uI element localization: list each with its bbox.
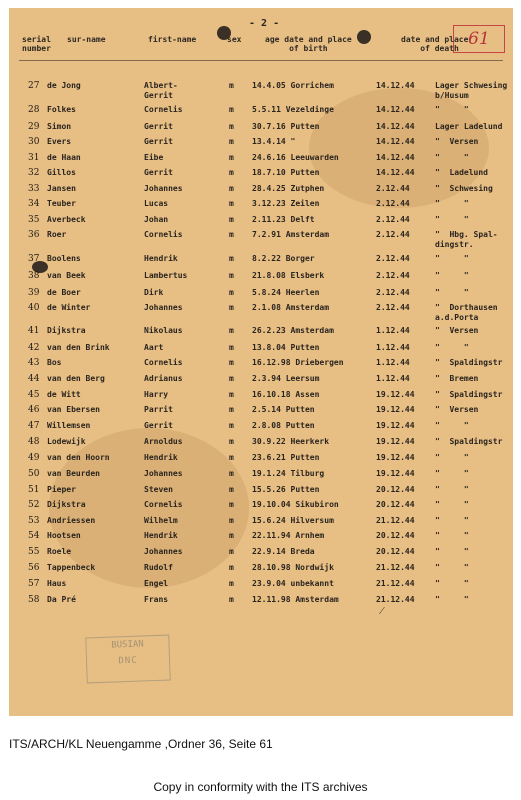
table-row: [9, 595, 513, 608]
first-name: Hendrik: [144, 531, 178, 540]
death-date: 2.12.44: [376, 230, 410, 239]
sex: m: [229, 563, 234, 572]
surname: Boolens: [47, 254, 81, 263]
surname: Evers: [47, 137, 72, 146]
surname: Pieper: [47, 485, 76, 494]
surname: Folkes: [47, 105, 76, 114]
header-sex: sex: [227, 35, 242, 44]
serial-number: 30: [28, 137, 40, 147]
sex: m: [229, 358, 234, 367]
table-row: [9, 199, 513, 212]
serial-number: 41: [28, 326, 40, 336]
serial-number: 54: [28, 531, 40, 541]
birth-date-place: 2.5.14 Putten: [252, 405, 315, 414]
serial-number: 37: [28, 254, 40, 264]
sex: m: [229, 303, 234, 312]
sex: m: [229, 215, 234, 224]
surname: van den Berg: [47, 374, 105, 383]
death-date: 21.12.44: [376, 516, 415, 525]
serial-number: 40: [28, 303, 40, 313]
birth-date-place: 23.9.04 unbekannt: [252, 579, 334, 588]
birth-date-place: 18.7.10 Putten: [252, 168, 320, 177]
surname: Roele: [47, 547, 72, 556]
death-date: 1.12.44: [376, 374, 410, 383]
serial-number: 55: [28, 547, 40, 557]
birth-date-place: 13.4.14 ": [252, 137, 296, 146]
table-row: [9, 168, 513, 181]
birth-date-place: 24.6.16 Leeuwarden: [252, 153, 339, 162]
death-date: 19.12.44: [376, 405, 415, 414]
table-row: [9, 254, 513, 267]
table-row: [9, 230, 513, 249]
sex: m: [229, 579, 234, 588]
sex: m: [229, 168, 234, 177]
death-place: " ": [435, 271, 469, 280]
first-name: Wilhelm: [144, 516, 178, 525]
stamp-line: DNC: [118, 655, 138, 667]
surname: Roer: [47, 230, 67, 239]
death-place: " ": [435, 485, 469, 494]
table-row: [9, 215, 513, 228]
death-date: 20.12.44: [376, 531, 415, 540]
table-row: [9, 547, 513, 560]
death-place: " Versen: [435, 137, 479, 146]
stamp-line: BUSIAN: [111, 639, 144, 651]
serial-number: 39: [28, 288, 40, 298]
death-date: 2.12.44: [376, 288, 410, 297]
serial-number: 52: [28, 500, 40, 510]
death-date: 20.12.44: [376, 500, 415, 509]
first-name: Parrit: [144, 405, 173, 414]
first-name: Hendrik: [144, 254, 178, 263]
pencil-mark: ⁄: [381, 604, 383, 617]
serial-number: 58: [28, 595, 40, 605]
death-date: 1.12.44: [376, 343, 410, 352]
serial-number: 38: [28, 271, 40, 281]
sex: m: [229, 437, 234, 446]
surname: Da Pré: [47, 595, 76, 604]
first-name: Adrianus: [144, 374, 183, 383]
death-place: " ": [435, 453, 469, 462]
first-name: Engel: [144, 579, 169, 588]
sex: m: [229, 374, 234, 383]
death-date: 21.12.44: [376, 595, 415, 604]
first-name: Gerrit: [144, 168, 173, 177]
sex: m: [229, 516, 234, 525]
first-name: Rudolf: [144, 563, 173, 572]
first-name: Albert- Gerrit: [144, 81, 178, 100]
birth-date-place: 15.6.24 Hilversum: [252, 516, 334, 525]
sex: m: [229, 271, 234, 280]
header-serial: serial number: [22, 35, 51, 53]
birth-date-place: 14.4.05 Gorrichem: [252, 81, 334, 90]
surname: Gillos: [47, 168, 76, 177]
sex: m: [229, 254, 234, 263]
table-row: [9, 405, 513, 418]
death-place: " Versen: [435, 405, 479, 414]
death-place: " Schwesing: [435, 184, 493, 193]
table-row: [9, 303, 513, 322]
header-death: date and place of death: [401, 35, 469, 53]
surname: van Ebersen: [47, 405, 100, 414]
serial-number: 34: [28, 199, 40, 209]
conformity-note: Copy in conformity with the ITS archives: [153, 780, 368, 794]
surname: Simon: [47, 122, 72, 131]
death-place: " ": [435, 254, 469, 263]
sex: m: [229, 288, 234, 297]
first-name: Arnoldus: [144, 437, 183, 446]
death-date: 14.12.44: [376, 81, 415, 90]
birth-date-place: 21.8.08 Elsberk: [252, 271, 325, 280]
surname: Tappenbeck: [47, 563, 96, 572]
death-place: " ": [435, 421, 469, 430]
table-row: [9, 153, 513, 166]
death-date: 1.12.44: [376, 358, 410, 367]
table-row: [9, 579, 513, 592]
death-date: 2.12.44: [376, 215, 410, 224]
first-name: Gerrit: [144, 137, 173, 146]
surname: van Beurden: [47, 469, 100, 478]
birth-date-place: 5.8.24 Heerlen: [252, 288, 320, 297]
sex: m: [229, 485, 234, 494]
death-date: 2.12.44: [376, 303, 410, 312]
birth-date-place: 22.9.14 Breda: [252, 547, 315, 556]
death-place: Lager Ladelund: [435, 122, 503, 131]
first-name: Lucas: [144, 199, 169, 208]
birth-date-place: 28.10.98 Nordwijk: [252, 563, 334, 572]
birth-date-place: 12.11.98 Amsterdam: [252, 595, 339, 604]
table-row: [9, 184, 513, 197]
table-row: [9, 531, 513, 544]
death-place: Lager Schwesing b/Husum: [435, 81, 508, 100]
sex: m: [229, 500, 234, 509]
death-date: 21.12.44: [376, 563, 415, 572]
table-row: [9, 288, 513, 301]
sex: m: [229, 230, 234, 239]
surname: Willemsen: [47, 421, 91, 430]
surname: Lodewijk: [47, 437, 86, 446]
death-place: " ": [435, 516, 469, 525]
table-row: [9, 137, 513, 150]
table-row: [9, 390, 513, 403]
death-date: 2.12.44: [376, 199, 410, 208]
death-date: 14.12.44: [376, 105, 415, 114]
death-date: 2.12.44: [376, 184, 410, 193]
table-row: [9, 81, 513, 100]
birth-date-place: 2.11.23 Delft: [252, 215, 315, 224]
surname: Dijkstra: [47, 326, 86, 335]
sex: m: [229, 153, 234, 162]
death-date: 20.12.44: [376, 547, 415, 556]
serial-number: 57: [28, 579, 40, 589]
first-name: Harry: [144, 390, 169, 399]
table-row: [9, 271, 513, 284]
first-name: Cornelis: [144, 230, 183, 239]
first-name: Hendrik: [144, 453, 178, 462]
first-name: Nikolaus: [144, 326, 183, 335]
table-row: [9, 122, 513, 135]
sex: m: [229, 326, 234, 335]
table-row: [9, 358, 513, 371]
death-place: " ": [435, 500, 469, 509]
birth-date-place: 19.10.04 Sikubiron: [252, 500, 339, 509]
first-name: Steven: [144, 485, 173, 494]
table-row: [9, 469, 513, 482]
surname: van Beek: [47, 271, 86, 280]
death-place: " ": [435, 288, 469, 297]
serial-number: 31: [28, 153, 40, 163]
surname: de Witt: [47, 390, 81, 399]
birth-date-place: 19.1.24 Tilburg: [252, 469, 325, 478]
sex: m: [229, 547, 234, 556]
serial-number: 33: [28, 184, 40, 194]
table-row: [9, 105, 513, 118]
sex: m: [229, 137, 234, 146]
death-place: " ": [435, 563, 469, 572]
serial-number: 35: [28, 215, 40, 225]
first-name: Gerrit: [144, 421, 173, 430]
birth-date-place: 16.10.18 Assen: [252, 390, 320, 399]
surname: Hootsen: [47, 531, 81, 540]
death-place: " Spaldingstr: [435, 437, 503, 446]
sex: m: [229, 105, 234, 114]
punch-hole: [357, 30, 371, 44]
table-row: [9, 437, 513, 450]
sex: m: [229, 421, 234, 430]
serial-number: 28: [28, 105, 40, 115]
birth-date-place: 2.3.94 Leersum: [252, 374, 320, 383]
header-divider: [19, 60, 503, 61]
page-number: - 2 -: [249, 18, 280, 29]
table-row: [9, 343, 513, 356]
serial-number: 32: [28, 168, 40, 178]
death-place: " Hbg. Spal- dingstr.: [435, 230, 498, 249]
serial-number: 46: [28, 405, 40, 415]
sex: m: [229, 531, 234, 540]
archive-stamp: [85, 635, 171, 684]
birth-date-place: 13.8.04 Putten: [252, 343, 320, 352]
table-row: [9, 453, 513, 466]
first-name: Eibe: [144, 153, 164, 162]
serial-number: 45: [28, 390, 40, 400]
handwritten-page-number: 61: [453, 25, 505, 53]
sex: m: [229, 453, 234, 462]
death-date: 2.12.44: [376, 271, 410, 280]
death-place: " Bremen: [435, 374, 479, 383]
surname: Averbeck: [47, 215, 86, 224]
surname: Haus: [47, 579, 67, 588]
serial-number: 47: [28, 421, 40, 431]
death-place: " ": [435, 105, 469, 114]
first-name: Johannes: [144, 184, 183, 193]
first-name: Johannes: [144, 303, 183, 312]
death-date: 14.12.44: [376, 122, 415, 131]
birth-date-place: 22.11.94 Arnhem: [252, 531, 325, 540]
death-date: 19.12.44: [376, 437, 415, 446]
death-place: " Versen: [435, 326, 479, 335]
birth-date-place: 30.7.16 Putten: [252, 122, 320, 131]
serial-number: 36: [28, 230, 40, 240]
birth-date-place: 7.2.91 Amsterdam: [252, 230, 330, 239]
serial-number: 49: [28, 453, 40, 463]
surname: Dijkstra: [47, 500, 86, 509]
sex: m: [229, 595, 234, 604]
death-place: " ": [435, 547, 469, 556]
sex: m: [229, 343, 234, 352]
birth-date-place: 28.4.25 Zutphen: [252, 184, 325, 193]
first-name: Cornelis: [144, 500, 183, 509]
table-row: [9, 326, 513, 339]
table-row: [9, 485, 513, 498]
death-place: " ": [435, 469, 469, 478]
first-name: Johan: [144, 215, 169, 224]
death-date: 14.12.44: [376, 153, 415, 162]
surname: Teuber: [47, 199, 76, 208]
serial-number: 42: [28, 343, 40, 353]
header-birth: age date and place of birth: [265, 35, 352, 53]
surname: de Winter: [47, 303, 91, 312]
death-date: 14.12.44: [376, 168, 415, 177]
serial-number: 43: [28, 358, 40, 368]
death-date: 19.12.44: [376, 390, 415, 399]
death-place: " Spaldingstr: [435, 390, 503, 399]
death-place: " Spaldingstr: [435, 358, 503, 367]
serial-number: 44: [28, 374, 40, 384]
first-name: Frans: [144, 595, 169, 604]
table-row: [9, 500, 513, 513]
first-name: Aart: [144, 343, 164, 352]
header-surname: sur-name: [67, 35, 106, 44]
serial-number: 27: [28, 81, 40, 91]
table-row: [9, 421, 513, 434]
birth-date-place: 15.5.26 Putten: [252, 485, 320, 494]
table-row: [9, 374, 513, 387]
death-date: 2.12.44: [376, 254, 410, 263]
death-date: 1.12.44: [376, 326, 410, 335]
death-place: " Ladelund: [435, 168, 488, 177]
first-name: Johannes: [144, 469, 183, 478]
document-scan: [9, 8, 513, 716]
first-name: Lambertus: [144, 271, 188, 280]
sex: m: [229, 81, 234, 90]
death-place: " ": [435, 199, 469, 208]
surname: Andriessen: [47, 516, 96, 525]
death-date: 20.12.44: [376, 485, 415, 494]
surname: Bos: [47, 358, 62, 367]
birth-date-place: 8.2.22 Borger: [252, 254, 315, 263]
first-name: Johannes: [144, 547, 183, 556]
surname: de Jong: [47, 81, 81, 90]
death-date: 19.12.44: [376, 421, 415, 430]
birth-date-place: 2.1.08 Amsterdam: [252, 303, 330, 312]
death-place: " ": [435, 215, 469, 224]
birth-date-place: 30.9.22 Heerkerk: [252, 437, 330, 446]
sex: m: [229, 122, 234, 131]
sex: m: [229, 405, 234, 414]
death-date: 21.12.44: [376, 579, 415, 588]
sex: m: [229, 199, 234, 208]
death-place: " ": [435, 153, 469, 162]
first-name: Cornelis: [144, 358, 183, 367]
serial-number: 50: [28, 469, 40, 479]
sex: m: [229, 184, 234, 193]
death-place: " ": [435, 579, 469, 588]
death-date: 14.12.44: [376, 137, 415, 146]
sex: m: [229, 469, 234, 478]
birth-date-place: 5.5.11 Vezeldinge: [252, 105, 334, 114]
death-date: 19.12.44: [376, 469, 415, 478]
surname: de Boer: [47, 288, 81, 297]
table-row: [9, 563, 513, 576]
first-name: Dirk: [144, 288, 164, 297]
serial-number: 56: [28, 563, 40, 573]
death-place: " ": [435, 531, 469, 540]
archive-reference: ITS/ARCH/KL Neuengamme ,Ordner 36, Seite 61: [9, 737, 273, 751]
birth-date-place: 23.6.21 Putten: [252, 453, 320, 462]
surname: van den Hoorn: [47, 453, 110, 462]
sex: m: [229, 390, 234, 399]
death-place: " ": [435, 343, 469, 352]
serial-number: 29: [28, 122, 40, 132]
death-date: 19.12.44: [376, 453, 415, 462]
birth-date-place: 16.12.98 Driebergen: [252, 358, 344, 367]
birth-date-place: 26.2.23 Amsterdam: [252, 326, 334, 335]
serial-number: 51: [28, 485, 40, 495]
birth-date-place: 2.8.08 Putten: [252, 421, 315, 430]
surname: van den Brink: [47, 343, 110, 352]
death-place: " ": [435, 595, 469, 604]
serial-number: 48: [28, 437, 40, 447]
header-firstname: first-name: [148, 35, 197, 44]
birth-date-place: 3.12.23 Zeilen: [252, 199, 320, 208]
serial-number: 53: [28, 516, 40, 526]
death-place: " Dorthausen a.d.Porta: [435, 303, 498, 322]
table-row: [9, 516, 513, 529]
surname: Jansen: [47, 184, 76, 193]
surname: de Haan: [47, 153, 81, 162]
first-name: Cornelis: [144, 105, 183, 114]
first-name: Gerrit: [144, 122, 173, 131]
